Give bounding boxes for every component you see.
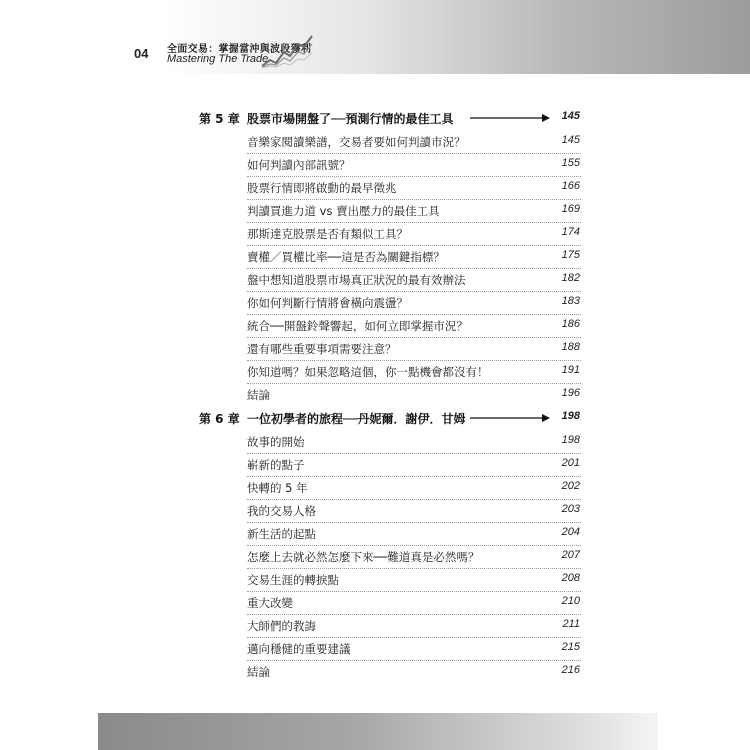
toc-item[interactable] [0,526,750,549]
footer-band [98,713,658,750]
toc-item[interactable] [0,457,750,480]
chapter-page: 145 [561,110,580,122]
toc-item-page: 215 [561,641,580,653]
toc-item[interactable] [0,318,750,341]
toc-item-title: 結論 [247,665,270,679]
toc-item-page: 169 [561,203,580,215]
toc-item[interactable] [0,226,750,249]
arrow-right-icon [470,113,550,123]
toc-item-title: 股票行情即將啟動的最早徵兆 [247,181,397,195]
toc-item-title: 你知道嗎？如果忽略這個，你一點機會都沒有！ [247,365,489,379]
toc-item-title: 還有哪些重要事項需要注意？ [247,342,397,356]
toc-item-title: 新生活的起點 [247,527,316,541]
toc-item[interactable] [0,480,750,503]
toc-item-title: 判讀買進力道 vs 賣出壓力的最佳工具 [247,204,440,218]
toc-item[interactable] [0,180,750,203]
dotted-separator [247,291,581,292]
toc-item[interactable] [0,387,750,410]
dotted-separator [247,245,581,246]
toc-item-page: 183 [561,295,580,307]
toc-item-page: 155 [561,157,580,169]
chapter-title: 一位初學者的旅程──丹妮爾．謝伊．甘姆 [247,412,466,426]
book-title-english: Mastering The Trade [167,53,269,65]
toc-item-title: 賣權／買權比率──這是否為關鍵指標？ [247,250,445,264]
toc-item[interactable] [0,503,750,526]
dotted-separator [247,153,581,154]
toc-item-page: 174 [561,226,580,238]
toc-item-page: 204 [561,526,580,538]
toc-item-page: 203 [561,503,580,515]
dotted-separator [247,545,581,546]
toc-item-title: 邁向穩健的重要建議 [247,642,351,656]
header-band [0,0,750,74]
toc-item-page: 191 [561,364,580,376]
dotted-separator [247,522,581,523]
dotted-separator [247,568,581,569]
dotted-separator [247,591,581,592]
toc-item[interactable] [0,664,750,687]
toc-item-page: 145 [561,134,580,146]
toc-item-title: 大師們的教誨 [247,619,316,633]
chapter-label: 第 6 章 [199,412,240,426]
dotted-separator [247,176,581,177]
toc-item-title: 重大改變 [247,596,293,610]
dotted-separator [247,453,581,454]
dotted-separator [247,314,581,315]
dotted-separator [247,199,581,200]
toc-item[interactable] [0,341,750,364]
book-title-chinese: 全面交易：掌握當沖與波段獲利 [167,44,312,55]
toc-item-title: 交易生涯的轉捩點 [247,573,339,587]
toc-item-page: 198 [561,434,580,446]
dotted-separator [247,360,581,361]
dotted-separator [247,499,581,500]
toc-item-title: 結論 [247,388,270,402]
dotted-separator [247,268,581,269]
toc-item-title: 快轉的 5 年 [247,481,308,495]
chapter-title: 股票市場開盤了──預測行情的最佳工具 [247,112,454,126]
toc-item[interactable] [0,203,750,226]
toc-item[interactable] [0,249,750,272]
toc-item-page: 211 [562,618,580,630]
dotted-separator [247,476,581,477]
page-number: 04 [134,46,149,61]
chapter-6-heading[interactable] [0,410,750,433]
toc-item-page: 207 [561,549,580,561]
toc-item-page: 196 [561,387,580,399]
toc-item-page: 201 [561,457,580,469]
dotted-separator [247,637,581,638]
toc-item-title: 音樂家閱讀樂譜，交易者要如何判讀市況？ [247,135,466,149]
toc-item-title: 那斯達克股票是否有類似工具？ [247,227,408,241]
toc-item-page: 208 [561,572,580,584]
toc-item-title: 你如何判斷行情將會橫向震盪？ [247,296,408,310]
toc-item-page: 202 [561,480,580,492]
chapter-page: 198 [561,410,580,422]
toc-item-page: 175 [561,249,580,261]
toc-item-page: 210 [561,595,580,607]
dotted-separator [247,383,581,384]
toc-item-page: 182 [561,272,580,284]
toc-item-page: 188 [561,341,580,353]
toc-item[interactable] [0,572,750,595]
toc-item-title: 如何判讀內部訊號？ [247,158,351,172]
dotted-separator [247,660,581,661]
toc-item[interactable] [0,549,750,572]
toc-item-title: 怎麼上去就必然怎麼下來──難道真是必然嗎？ [247,550,480,564]
chapter-5-heading[interactable] [0,110,750,133]
toc-item-title: 統合──開盤鈴聲響起，如何立即掌握市況？ [247,319,468,333]
toc-item[interactable] [0,295,750,318]
toc-item-title: 故事的開始 [247,435,305,449]
toc-item-page: 186 [561,318,580,330]
chapter-label: 第 5 章 [199,112,240,126]
toc-item-title: 嶄新的點子 [247,458,305,472]
toc-item[interactable] [0,364,750,387]
toc-item[interactable] [0,434,750,457]
dotted-separator [247,614,581,615]
dotted-separator [247,337,581,338]
toc-item-page: 216 [561,664,580,676]
toc-item[interactable] [0,272,750,295]
toc-item-title: 盤中想知道股票市場真正狀況的最有效辦法 [247,273,466,287]
toc-item[interactable] [0,618,750,641]
toc-item[interactable] [0,595,750,618]
rising-chart-icon [260,34,314,68]
toc-item[interactable] [0,641,750,664]
toc-item[interactable] [0,134,750,157]
toc-item[interactable] [0,157,750,180]
toc-item-title: 我的交易人格 [247,504,316,518]
toc-item-page: 166 [561,180,580,192]
dotted-separator [247,222,581,223]
arrow-right-icon [470,413,550,423]
